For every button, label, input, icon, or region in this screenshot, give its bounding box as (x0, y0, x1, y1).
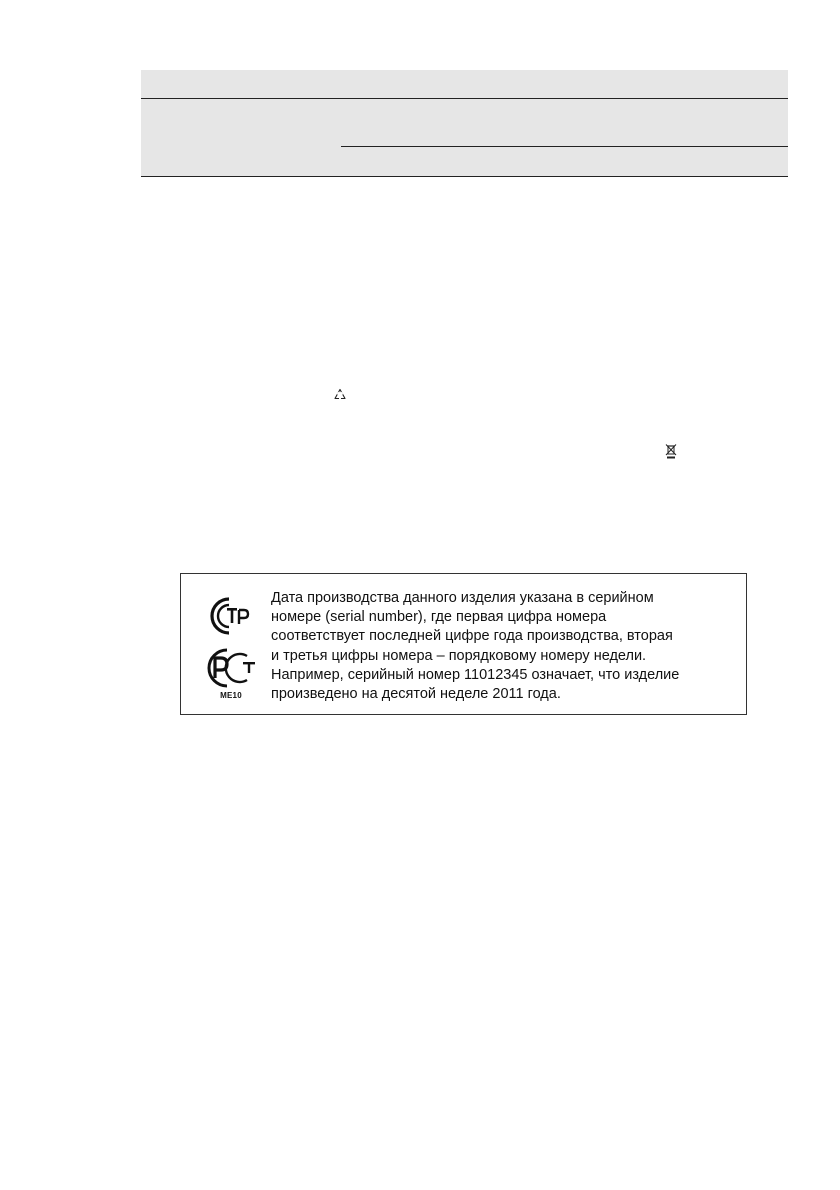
text-line: Дата производства данного изделия указана в серийном (271, 590, 654, 606)
text-line: Например, серийный номер 11012345 означает, что изделие (271, 666, 680, 683)
eac-certification-logo (203, 594, 259, 638)
recycle-icon (333, 388, 347, 402)
header-row-top (141, 70, 788, 99)
certification-code: ME10 (220, 691, 242, 700)
crossed-out-wheelie-bin-icon (664, 443, 678, 459)
text-line: соответствует последней цифре года производства, вторая (271, 628, 673, 645)
text-line: произведено на десятой неделе 2011 года. (271, 686, 561, 703)
header-divider (341, 146, 788, 147)
manufacture-date-text (271, 589, 741, 704)
pct-certification-logo (203, 646, 259, 690)
certification-logos (203, 594, 261, 704)
header-table (141, 70, 788, 177)
text-line: и третья цифры номера – порядковому номеру недели. (271, 647, 647, 664)
header-row-main (141, 99, 788, 177)
certification-info-box (180, 573, 747, 715)
text-line: номере (serial number), где первая цифра номера (271, 609, 607, 626)
